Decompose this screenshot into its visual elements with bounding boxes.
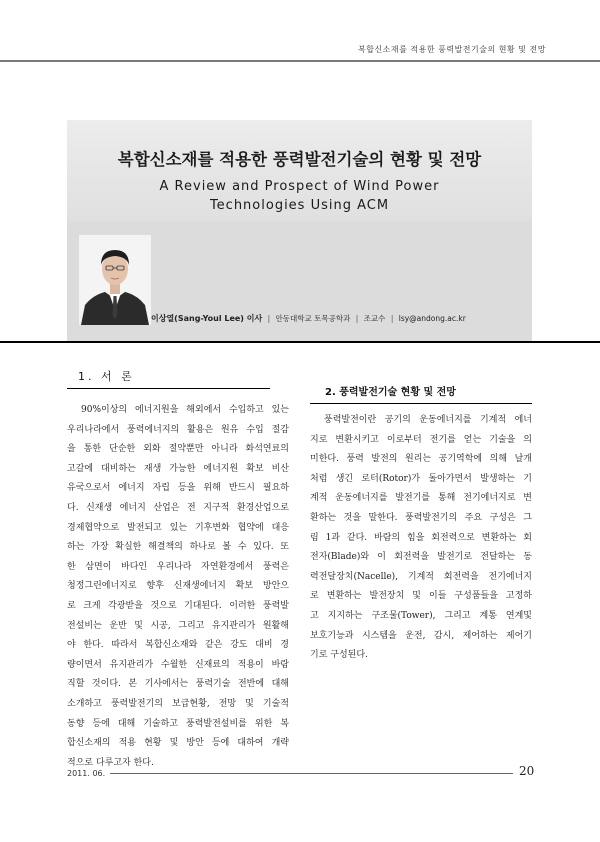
body-line: 합신소재의 적용 현황 및 방안 등에 대하여 개략 (67, 738, 289, 749)
body-line: 다. 신재생 에너지 산업은 전 지구적 환경산업으로 (67, 502, 289, 513)
section-heading-intro: 1. 서 론 (78, 370, 135, 383)
body-line: 로 변환하는 발전장치 및 이들 구성품들을 고정하 (310, 591, 532, 602)
body-line: 전자(Blade)와 이 회전력을 발전기로 전달하는 동 (310, 552, 532, 563)
author-position: 조교수 (363, 314, 386, 323)
body-line: 지로 변환시키고 이로부터 전기를 얻는 기술을 의 (310, 434, 532, 445)
section-heading-status: 2. 풍력발전기술 현황 및 전망 (325, 387, 456, 398)
page-number: 20 (519, 764, 535, 778)
band-rule (0, 341, 600, 343)
running-header: 복합신소재를 적용한 풍력발전기술의 현황 및 전망 (357, 45, 546, 54)
author-band (67, 221, 532, 341)
body-line: 경제협약으로 발전되고 있는 기후변화 협약에 대응 (67, 522, 289, 533)
body-line: 90%이상의 에너지원을 해외에서 수입하고 있는 (81, 405, 289, 415)
author-affiliation: 안동대학교 토목공학과 (275, 314, 351, 323)
body-line: 계적 운동에너지를 발전기를 통해 전기에너지로 변 (310, 493, 532, 504)
footer-rule (110, 773, 513, 774)
body-line: 하는 가장 확실한 해결책의 하나로 볼 수 있다. 또 (67, 542, 289, 553)
body-line: 야 한다. 따라서 복합신소재와 같은 강도 대비 경 (67, 640, 289, 651)
author-email: lsy@andong.ac.kr (398, 314, 466, 323)
body-line: 미한다. 풍력 발전의 원리는 공기역학에 의해 날개 (310, 454, 532, 465)
body-line: 전설비는 운반 및 시공, 그리고 유지관리가 원활해 (67, 620, 289, 631)
body-line: 처럼 생긴 로터(Rotor)가 돌아가면서 발생하는 기 (310, 473, 532, 484)
body-line: 직할 것이다. 본 기사에서는 풍력기술 전반에 대해 (67, 679, 289, 690)
body-line: 림 1과 같다. 바람의 힘을 회전력으로 변환하는 회 (310, 532, 532, 543)
body-line: 량이면서 유지관리가 수월한 신재료의 적용이 바람 (67, 659, 289, 670)
body-line: 환하는 것을 말한다. 풍력발전기의 주요 구성은 그 (310, 512, 532, 523)
intro-body (67, 401, 289, 773)
author-portrait-icon (79, 235, 151, 325)
status-body (310, 411, 532, 666)
title-english-line1: A Review and Prospect of Wind Power (159, 179, 440, 194)
section-rule-status (310, 403, 532, 404)
title-english (67, 177, 532, 215)
body-line: 력전달장치(Nacelle), 기계적 회전력을 전기에너지 (310, 571, 532, 582)
body-line: 소개하고 풍력발전기의 보급현황, 전망 및 기술적 (67, 698, 289, 709)
author-line (151, 313, 466, 324)
title-english-line2: Technologies Using ACM (209, 198, 390, 213)
separator: | (390, 314, 394, 323)
header-rule (0, 60, 600, 62)
body-line: 풍력발전이란 공기의 운동에너지를 기계적 에너 (324, 415, 532, 425)
body-line: 을 통한 단순한 외화 절약뿐만 아니라 화석연료의 (67, 444, 289, 455)
separator: | (355, 314, 359, 323)
body-line: 기로 구성된다. (310, 650, 368, 661)
body-line: 한 삼면이 바다인 우리나라 자연환경에서 풍력은 (67, 561, 289, 572)
footer-date: 2011. 06. (67, 769, 106, 778)
title-box (67, 120, 532, 221)
body-line: 적으로 다루고자 한다. (67, 757, 154, 768)
body-line: 청정그린에너지로 향후 신재생에너지 확보 방안으 (67, 581, 289, 592)
body-line: 고갈에 대비하는 재생 가능한 에너지원 확보 비산 (67, 463, 289, 474)
body-line: 우리나라에서 풍력에너지의 활용은 원유 수입 절감 (67, 424, 289, 435)
section-rule-intro (67, 388, 270, 389)
body-line: 유국으로서 에너지 자립 등을 위해 반드시 필요하 (67, 483, 289, 494)
separator: | (267, 314, 271, 323)
body-line: 고 지지하는 구조물(Tower), 그리고 계통 연계및 (310, 610, 532, 621)
author-name: 이상열(Sang-Youl Lee) 이사 (151, 314, 263, 323)
body-line: 보호기능과 시스템을 운전, 감시, 제어하는 제어기 (310, 630, 532, 641)
body-line: 동향 등에 대해 기술하고 풍력발전설비를 위한 복 (67, 718, 289, 729)
body-line: 로 크게 각광받을 것으로 기대된다. 이러한 풍력발 (67, 600, 289, 611)
title-korean: 복합신소재를 적용한 풍력발전기술의 현황 및 전망 (117, 150, 482, 169)
